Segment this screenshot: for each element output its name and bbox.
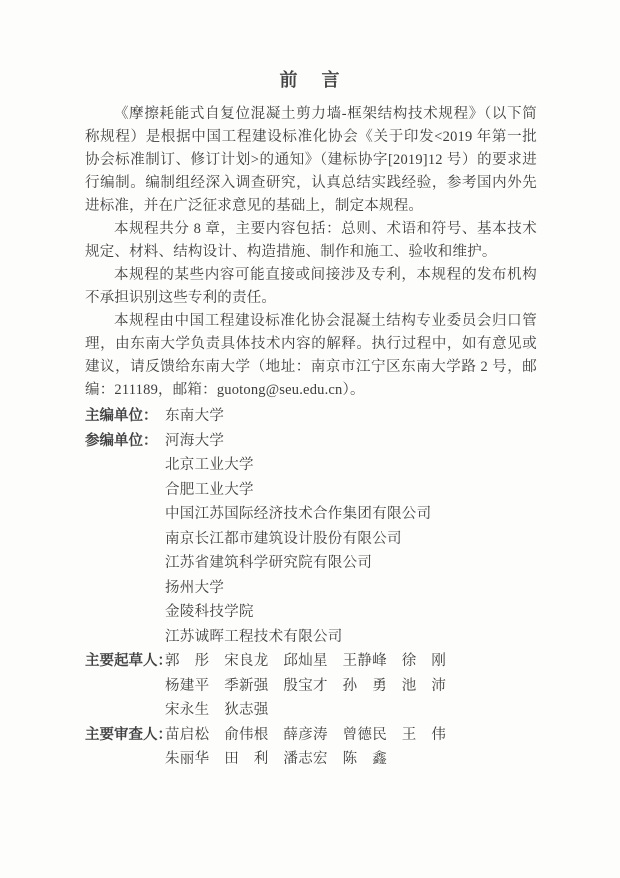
drafters-names-line: 郭 彤 宋良龙 邱灿星 王静峰 徐 刚 — [165, 653, 447, 669]
reviewers-names-line: 苗启松 俞伟根 薛彦涛 曾德民 王 伟 — [165, 726, 447, 743]
co-editor-unit: 中国江苏国际经济技术合作集团有限公司 — [165, 506, 432, 522]
chief-editor-value: 东南大学 — [165, 408, 225, 424]
credits-section — [85, 404, 537, 772]
paragraph-contents: 本规程共分 8 章，主要内容包括：总则、术语和符号、基本技术规定、材料、结构设计、构造措施、制作和施工、验收和维护。 — [85, 221, 537, 260]
co-editor-unit: 河海大学 — [165, 432, 225, 449]
co-editors-label: 参编单位： — [85, 432, 158, 449]
co-editor-unit: 扬州大学 — [165, 579, 225, 596]
reviewers-row — [85, 723, 537, 772]
co-editors-list — [165, 429, 537, 650]
page-title: 前 言 — [279, 70, 343, 90]
reviewers-label: 主要审查人： — [85, 726, 172, 743]
reviewers-names-line: 朱丽华 田 利 潘志宏 陈 鑫 — [165, 751, 387, 767]
co-editor-unit: 合肥工业大学 — [165, 481, 254, 498]
co-editor-unit: 江苏诚晖工程技术有限公司 — [165, 628, 343, 645]
co-editors-row — [85, 429, 537, 650]
co-editor-unit: 南京长江都市建筑设计股份有限公司 — [165, 530, 402, 547]
chief-editor-row — [85, 404, 537, 429]
paragraph-patent-note: 本规程的某些内容可能直接或间接涉及专利，本规程的发布机构不承担识别这些专利的责任。 — [85, 267, 537, 306]
drafters-names-line: 宋永生 狄志强 — [165, 702, 269, 718]
drafters-list — [165, 649, 537, 723]
co-editor-unit: 金陵科技学院 — [165, 604, 254, 620]
drafters-names-line: 杨建平 季新强 殷宝才 孙 勇 池 沛 — [165, 677, 447, 694]
co-editor-unit: 北京工业大学 — [165, 457, 254, 473]
drafters-label: 主要起草人： — [85, 653, 172, 669]
co-editor-unit: 江苏省建筑科学研究院有限公司 — [165, 555, 373, 571]
drafters-row — [85, 649, 537, 723]
chief-editor-label: 主编单位： — [85, 408, 158, 424]
paragraph-management-contact: 本规程由中国工程建设标准化协会混凝土结构专业委员会归口管理，由东南大学负责具体技术内容的解释。执行过程中，如有意见或建议，请反馈给东南大学（地址：南京市江宁区东南大学路 2 号，邮编：211189，邮箱：guotong@seu.edu.cn）。 — [85, 313, 537, 398]
paragraph-basis: 《摩擦耗能式自复位混凝土剪力墙-框架结构技术规程》（以下简称规程）是根据中国工程建设标准化协会《关于印发<2019 年第一批协会标准制订、修订计划>的通知》（建标协字[2019]12 号）的要求进行编制。编制组经深入调查研究，认真总结实践经验，参考国内外先进标准，并在广泛征求意见的基础上，制定本规程。 — [85, 106, 537, 214]
reviewers-list — [165, 723, 537, 772]
